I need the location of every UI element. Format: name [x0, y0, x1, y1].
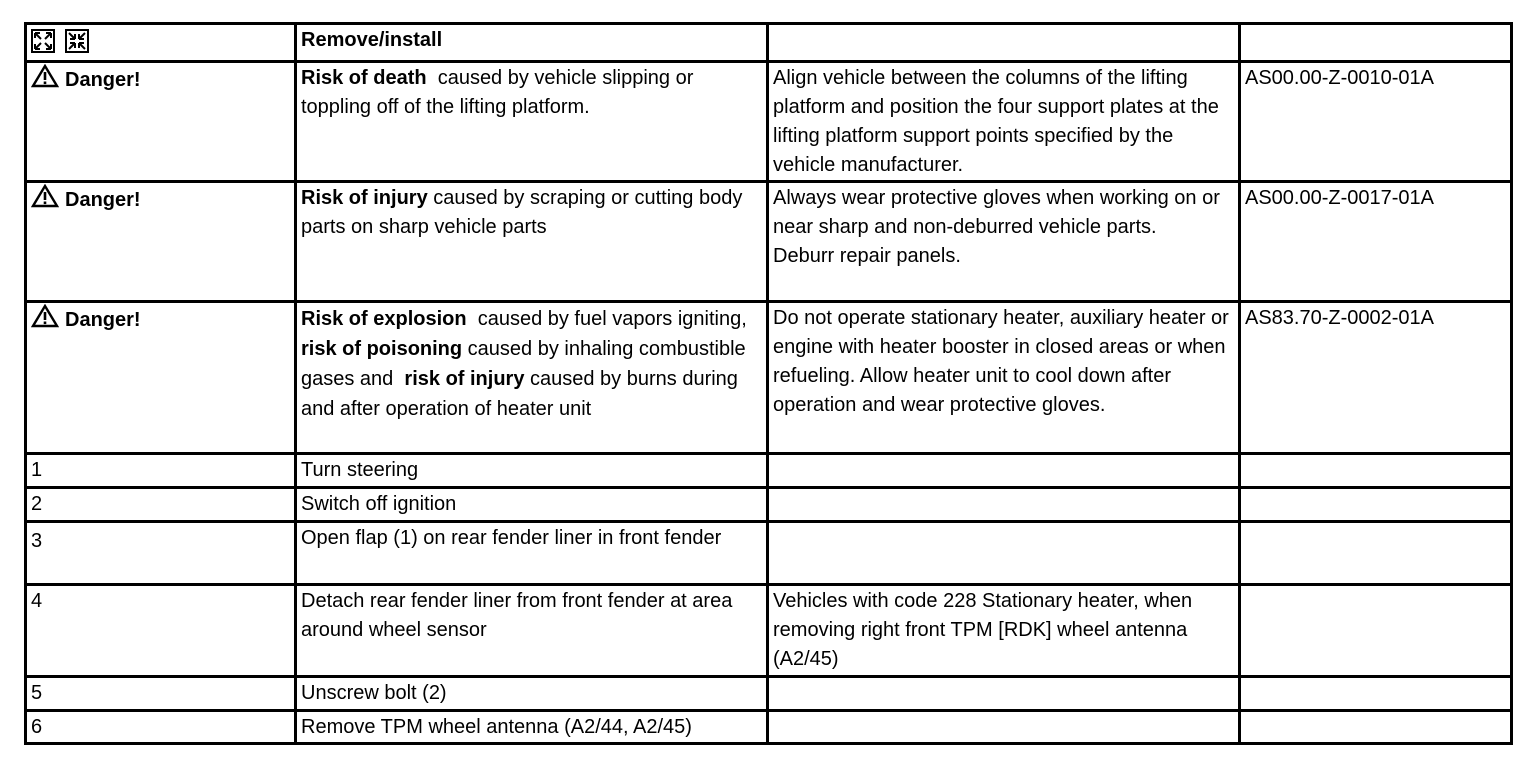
danger-row — [26, 182, 1512, 302]
step-row — [26, 488, 1512, 522]
step-note — [768, 522, 1240, 585]
step-action: Unscrew bolt (2) — [296, 677, 768, 711]
document-code[interactable]: AS00.00-Z-0017-01A — [1240, 182, 1512, 302]
risk-keyword: Risk of death — [301, 67, 427, 89]
warning-triangle-icon — [31, 64, 59, 88]
step-number: 4 — [26, 585, 296, 677]
danger-label-cell — [26, 182, 296, 302]
step-row — [26, 677, 1512, 711]
risk-text: caused by burns during and after operation of heater unit — [301, 368, 744, 420]
safety-measure — [768, 182, 1240, 302]
step-note: Vehicles with code 228 Stationary heater, when removing right front TPM [RDK] wheel antenna (A2/45) — [768, 585, 1240, 677]
step-number: 2 — [26, 488, 296, 522]
step-ref — [1240, 488, 1512, 522]
safety-measure: Do not operate stationary heater, auxiliary heater or engine with heater booster in closed areas or when refueling. Allow heater unit to cool down after operation and wear protective gloves. — [768, 302, 1240, 454]
danger-label-cell — [26, 62, 296, 182]
risk-keyword: Risk of explosion — [301, 308, 467, 330]
danger-label-cell — [26, 302, 296, 454]
risk-text: caused by inhaling combustible gases and — [301, 338, 752, 390]
step-note — [768, 454, 1240, 488]
step-row — [26, 522, 1512, 585]
danger-label: Danger! — [65, 69, 141, 91]
step-ref — [1240, 677, 1512, 711]
step-row — [26, 454, 1512, 488]
risk-keyword: risk of injury — [404, 368, 525, 390]
measure-extra: Deburr repair panels. — [773, 245, 961, 267]
risk-text: caused by scraping or cutting body parts on sharp vehicle parts — [301, 187, 748, 238]
danger-row — [26, 62, 1512, 182]
expand-icon[interactable] — [65, 29, 89, 53]
step-ref — [1240, 522, 1512, 585]
step-action: Turn steering — [296, 454, 768, 488]
risk-description — [296, 182, 768, 302]
step-note — [768, 488, 1240, 522]
measure-text: Always wear protective gloves when working on or near sharp and non-deburred vehicle parts. — [773, 187, 1220, 238]
step-number: 3 — [26, 522, 296, 585]
step-row — [26, 585, 1512, 677]
warning-triangle-icon — [31, 304, 59, 328]
header-row — [26, 24, 1512, 62]
step-ref — [1240, 454, 1512, 488]
danger-label: Danger! — [65, 309, 141, 331]
risk-keyword: Risk of injury — [301, 187, 428, 209]
header-icons-cell — [26, 24, 296, 62]
step-action: Remove TPM wheel antenna (A2/44, A2/45) — [296, 711, 768, 744]
step-action: Open flap (1) on rear fender liner in front fender — [296, 522, 768, 585]
header-empty-cell — [1240, 24, 1512, 62]
step-action: Detach rear fender liner from front fender at area around wheel sensor — [296, 585, 768, 677]
risk-description — [296, 302, 768, 454]
step-note — [768, 677, 1240, 711]
expand-icon[interactable] — [31, 29, 55, 53]
risk-text: caused by vehicle slipping or toppling off of the lifting platform. — [301, 67, 699, 118]
page-footer-cut — [24, 748, 1510, 754]
risk-text: caused by fuel vapors igniting, — [466, 308, 753, 330]
step-number: 5 — [26, 677, 296, 711]
document-code[interactable]: AS00.00-Z-0010-01A — [1240, 62, 1512, 182]
procedure-table — [24, 22, 1513, 745]
document-code[interactable]: AS83.70-Z-0002-01A — [1240, 302, 1512, 454]
danger-label: Danger! — [65, 189, 141, 211]
step-number: 1 — [26, 454, 296, 488]
section-title: Remove/install — [296, 24, 768, 62]
step-ref — [1240, 711, 1512, 744]
step-action: Switch off ignition — [296, 488, 768, 522]
safety-measure: Align vehicle between the columns of the lifting platform and position the four support plates at the lifting platform support points specified by the vehicle manufacturer. — [768, 62, 1240, 182]
step-number: 6 — [26, 711, 296, 744]
danger-row — [26, 302, 1512, 454]
step-note — [768, 711, 1240, 744]
risk-description — [296, 62, 768, 182]
header-empty-cell — [768, 24, 1240, 62]
risk-keyword: risk of poisoning — [301, 338, 463, 360]
warning-triangle-icon — [31, 184, 59, 208]
step-row — [26, 711, 1512, 744]
step-ref — [1240, 585, 1512, 677]
